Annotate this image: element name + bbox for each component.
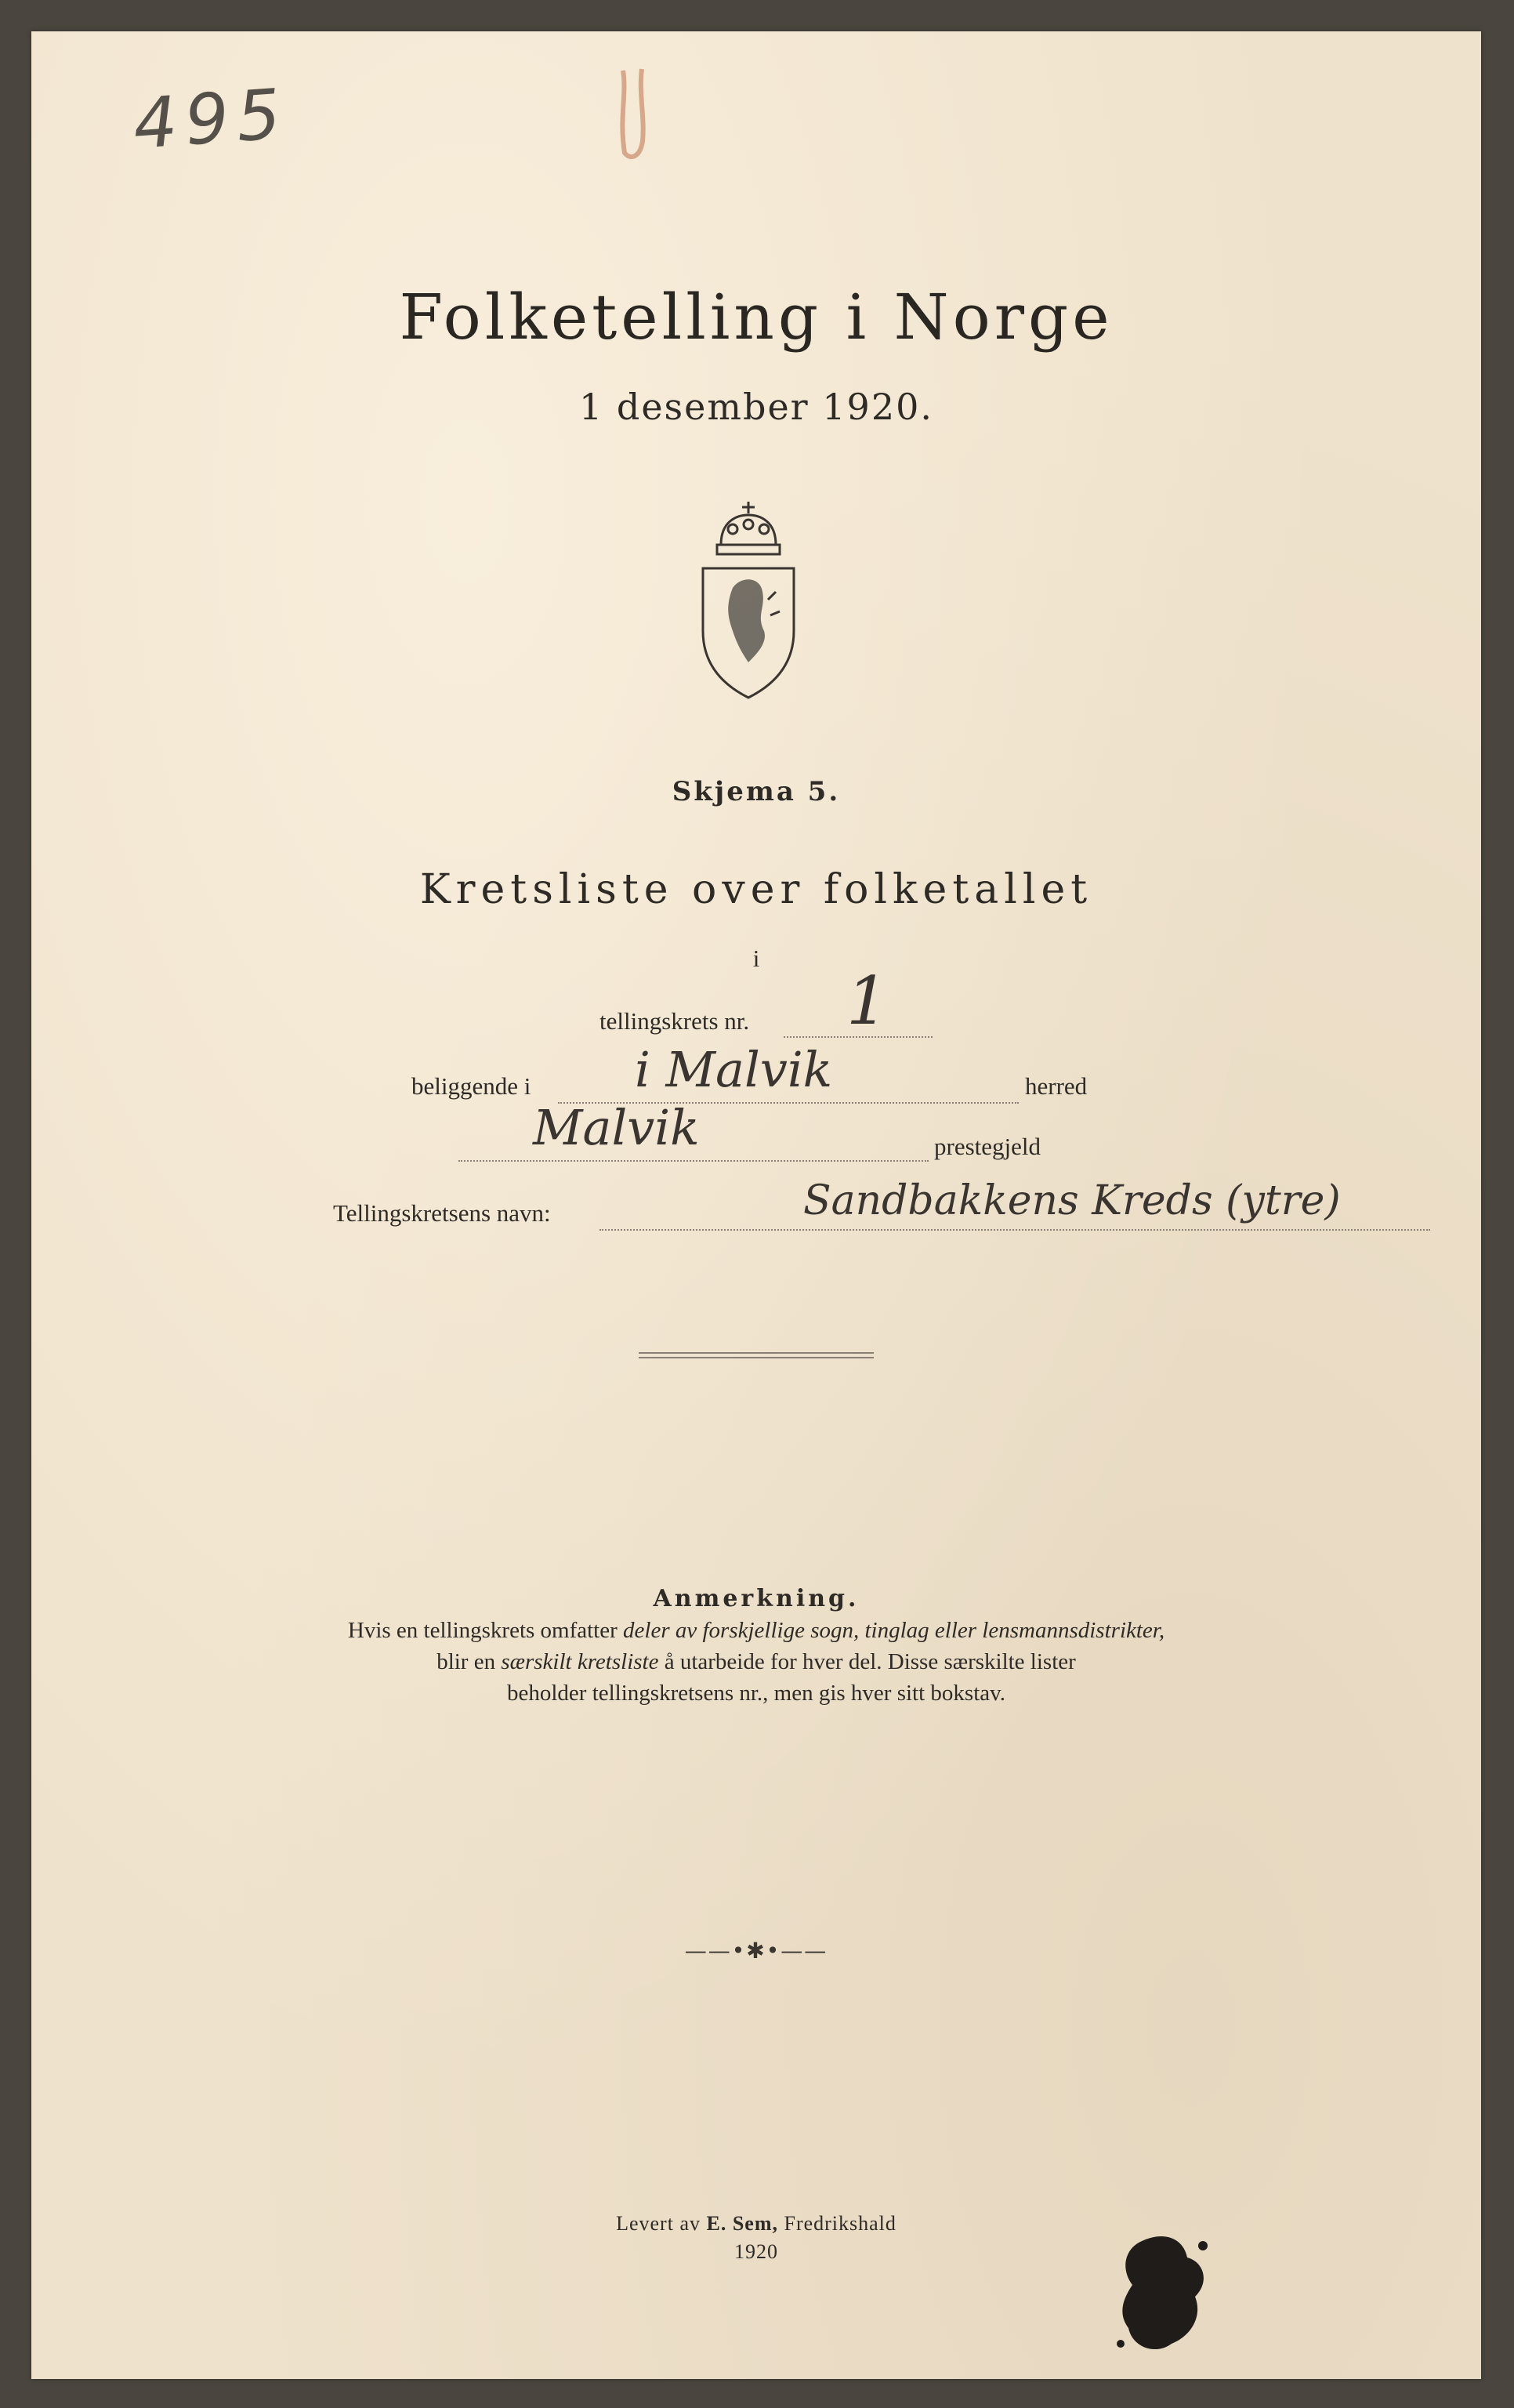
form-heading: Kretsliste over folketallet — [419, 866, 1093, 913]
remark-title: Anmerkning. — [653, 1585, 860, 1612]
coat-of-arms-icon — [694, 498, 803, 702]
parish-value: Malvik — [533, 1099, 700, 1156]
remark-text: å utarbeide for hver del. Disse særskilte lister — [658, 1649, 1076, 1674]
parish-line — [458, 1160, 929, 1162]
district-number-label: tellingskrets nr. — [599, 1007, 750, 1035]
ink-blot — [1109, 2226, 1226, 2359]
remark-text: blir en — [436, 1649, 502, 1674]
page-number: 495 — [130, 73, 292, 165]
remark-line — [31, 1681, 1481, 1706]
page-title: Folketelling i Norge — [399, 281, 1114, 354]
divider-rule — [639, 1352, 874, 1358]
printer-prefix: Levert av — [616, 2212, 707, 2235]
municipality-label: herred — [1025, 1072, 1088, 1100]
parish-label: prestegjeld — [934, 1133, 1041, 1160]
census-date: 1 desember 1920. — [579, 386, 933, 428]
ink-stain — [607, 63, 654, 165]
remark-emphasis: deler av forskjellige sogn, tinglag eller lensmannsdistrikter, — [623, 1618, 1165, 1643]
district-name-line — [599, 1229, 1430, 1231]
printer-credit — [31, 2212, 1481, 2236]
district-number-value: 1 — [846, 963, 889, 1039]
printer-place: Fredrikshald — [777, 2212, 896, 2235]
remark-emphasis: særskilt kretsliste — [501, 1649, 659, 1674]
preposition-label: i — [752, 945, 760, 972]
printer-name: E. Sem, — [706, 2212, 778, 2235]
located-in-label: beliggende i — [411, 1072, 531, 1100]
located-in-value: i Malvik — [635, 1041, 833, 1098]
form-number: Skjema 5. — [672, 776, 841, 807]
remark-text: beholder tellingskretsens nr., men gis hver sitt bokstav. — [506, 1681, 1006, 1706]
census-form-page — [31, 31, 1481, 2379]
district-name-label: Tellingskretsens navn: — [333, 1199, 551, 1227]
remark-line — [31, 1649, 1481, 1675]
remark-line — [31, 1618, 1481, 1644]
district-name-value: Sandbakkens Kreds (ytre) — [803, 1177, 1341, 1224]
remark-text: Hvis en tellingskrets omfatter — [347, 1618, 624, 1643]
ornament-divider: ——•✱•—— — [684, 1938, 828, 1964]
printer-year: 1920 — [734, 2240, 778, 2263]
